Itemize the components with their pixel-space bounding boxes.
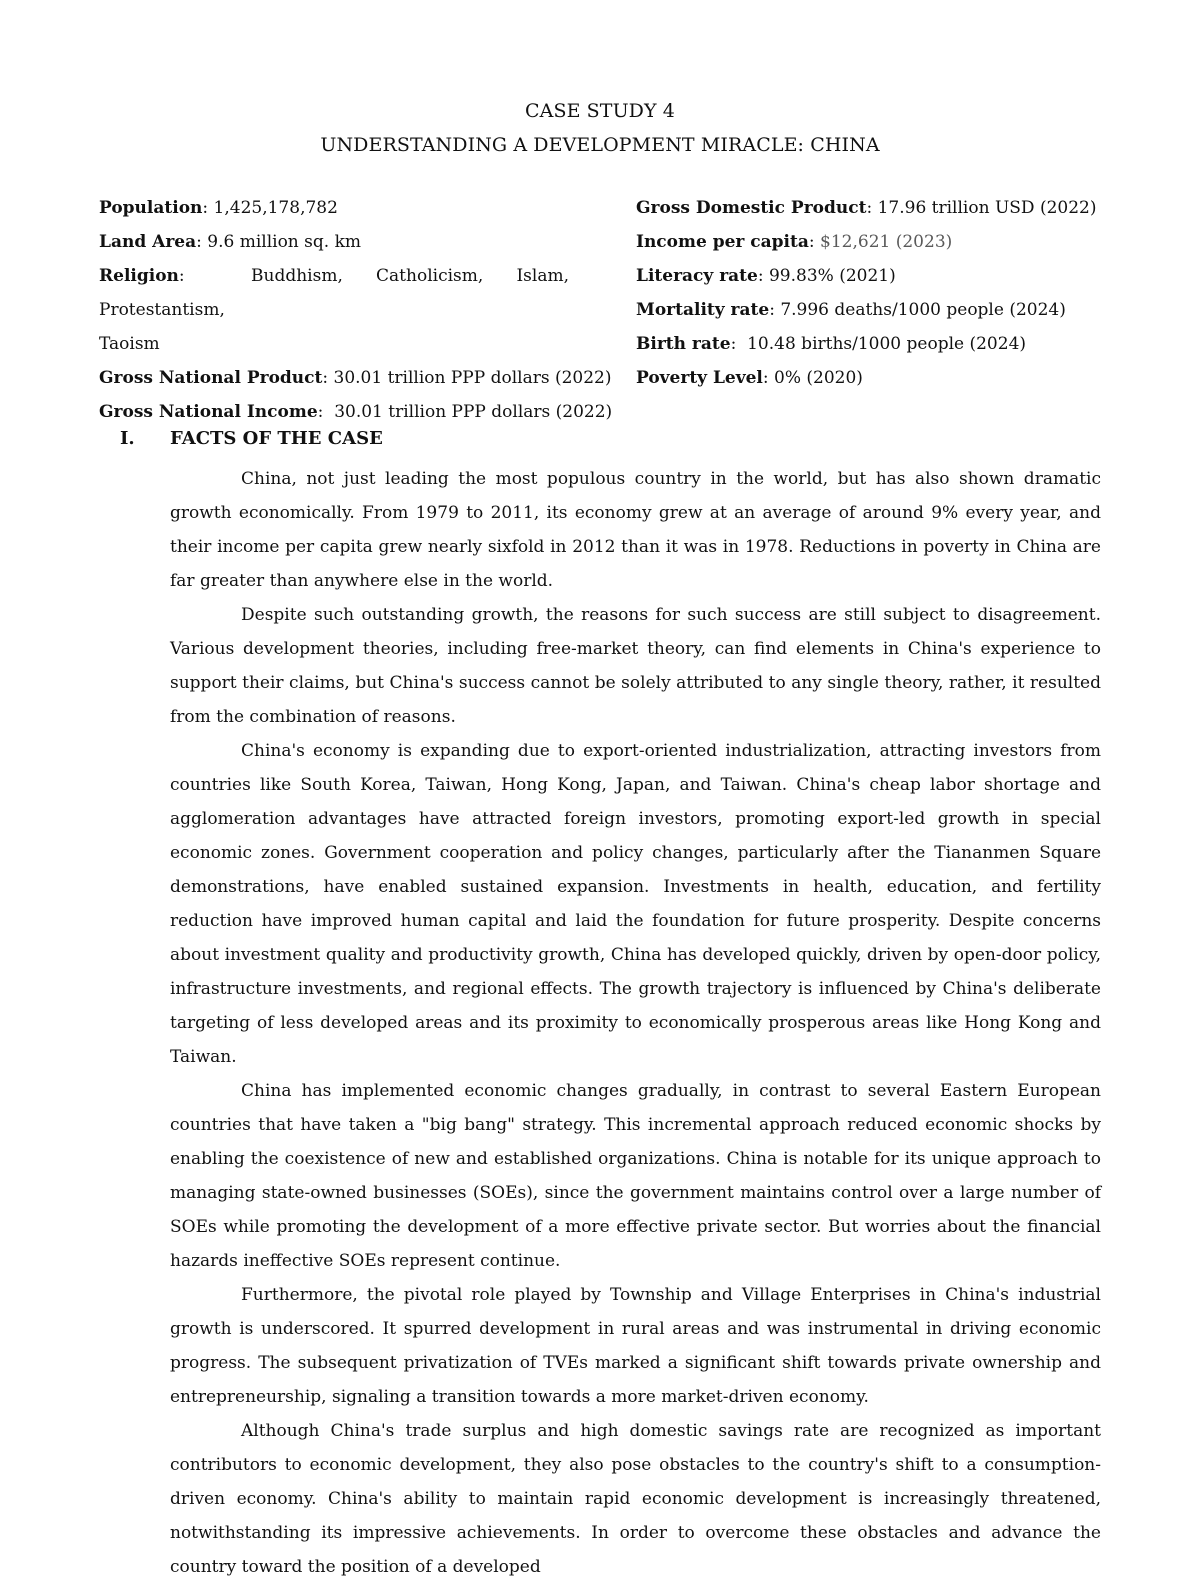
paragraph: Despite such outstanding growth, the reasons for such success are still subject to disagreement. Various development theories, including free-market theory, can find elements in China's experience to support their claims, but China's success cannot be solely attributed to any single theory, rather, it resulted from the combination of reasons. <box>170 605 1101 727</box>
paragraph: China's economy is expanding due to export-oriented industrialization, attracting investors from countries like South Korea, Taiwan, Hong Kong, Japan, and Taiwan. China's cheap labor shortage and agglomeration advantages have attracted foreign investors, promoting export-led growth in special economic zones. Government cooperation and policy changes, particularly after the Tiananmen Square demonstrations, have enabled sustained expansion. Investments in health, education, and fertility reduction have improved human capital and laid the foundation for future prosperity. Despite concerns about investment quality and productivity growth, China has developed quickly, driven by open-door policy, infrastructure investments, and regional effects. The growth trajectory is influenced by China's deliberate targeting of less developed areas and its proximity to economically prosperous areas like Hong Kong and Taiwan. <box>170 741 1101 1067</box>
section-body <box>170 462 1101 1584</box>
fact-land-area: Land Area: 9.6 million sq. km <box>99 232 361 252</box>
fact-label: Literacy rate <box>636 266 758 286</box>
fact-label: Gross Domestic Product <box>636 198 867 218</box>
section-title: FACTS OF THE CASE <box>170 428 383 449</box>
country-facts-right <box>636 191 1106 395</box>
paragraph: Although China's trade surplus and high domestic savings rate are recognized as important contributors to economic development, they also pose obstacles to the country's shift to a consumption-driven economy. China's ability to maintain rapid economic development is increasingly threatened, notwithstanding its impressive achievements. In order to overcome these obstacles and advance the country toward the position of a developed <box>170 1421 1101 1577</box>
fact-label: Gross National Product <box>99 368 323 388</box>
fact-poverty-level: Poverty Level: 0% (2020) <box>636 368 863 388</box>
fact-gross-national-product: Gross National Product: 30.01 trillion PPP dollars (2022) <box>99 368 612 388</box>
fact-value: 99.83% (2021) <box>768 266 896 286</box>
fact-label: Religion <box>99 266 179 286</box>
fact-label: Gross National Income <box>99 402 318 422</box>
fact-value: 10.48 births/1000 people (2024) <box>747 334 1027 354</box>
fact-value: 9.6 million sq. km <box>207 232 361 252</box>
fact-label: Income per capita <box>636 232 809 252</box>
paragraph: China, not just leading the most populous country in the world, but has also shown dramatic growth economically. From 1979 to 2011, its economy grew at an average of around 9% every year, and their income per capita grew nearly sixfold in 2012 than it was in 1978. Reductions in poverty in China are far greater than anywhere else in the world. <box>170 469 1101 591</box>
case-study-number: CASE STUDY 4 <box>525 100 675 122</box>
fact-population: Population: 1,425,178,782 <box>99 198 338 218</box>
fact-value: $12,621 (2023) <box>820 232 953 252</box>
section-number: I. <box>120 428 135 449</box>
fact-value: 7.996 deaths/1000 people (2024) <box>780 300 1066 320</box>
fact-mortality-rate: Mortality rate: 7.996 deaths/1000 people (2024) <box>636 300 1066 320</box>
section-heading <box>120 428 383 449</box>
fact-label: Birth rate <box>636 334 731 354</box>
fact-label: Mortality rate <box>636 300 770 320</box>
fact-value: 30.01 trillion PPP dollars (2022) <box>334 402 613 422</box>
fact-value: Taoism <box>99 334 160 354</box>
fact-gross-national-income: Gross National Income: 30.01 trillion PPP dollars (2022) <box>99 402 613 422</box>
case-study-title: UNDERSTANDING A DEVELOPMENT MIRACLE: CHINA <box>320 134 880 156</box>
fact-value: 1,425,178,782 <box>213 198 338 218</box>
fact-label: Population <box>99 198 203 218</box>
fact-value: 0% (2020) <box>774 368 863 388</box>
fact-value: 30.01 trillion PPP dollars (2022) <box>333 368 612 388</box>
fact-label: Land Area <box>99 232 197 252</box>
fact-religion: Religion: Buddhism, Catholicism, Islam, Protestantism, <box>99 266 569 320</box>
fact-value: 17.96 trillion USD (2022) <box>877 198 1097 218</box>
fact-gross-domestic-product: Gross Domestic Product: 17.96 trillion USD (2022) <box>636 198 1097 218</box>
paragraph: Furthermore, the pivotal role played by Township and Village Enterprises in China's industrial growth is underscored. It spurred development in rural areas and was instrumental in driving economic progress. The subsequent privatization of TVEs marked a significant shift towards private ownership and entrepreneurship, signaling a transition towards a more market-driven economy. <box>170 1285 1101 1407</box>
fact-value: Buddhism, Catholicism, Islam, Protestantism, <box>99 266 569 320</box>
fact-birth-rate: Birth rate: 10.48 births/1000 people (2024) <box>636 334 1027 354</box>
fact-income-per-capita: Income per capita: $12,621 (2023) <box>636 232 953 252</box>
country-facts-left <box>99 191 613 429</box>
fact-literacy-rate: Literacy rate: 99.83% (2021) <box>636 266 896 286</box>
fact-religion-continued <box>99 327 569 361</box>
fact-label: Poverty Level <box>636 368 763 388</box>
paragraph: China has implemented economic changes gradually, in contrast to several Eastern European countries that have taken a "big bang" strategy. This incremental approach reduced economic shocks by enabling the coexistence of new and established organizations. China is notable for its unique approach to managing state-owned businesses (SOEs), since the government maintains control over a large number of SOEs while promoting the development of a more effective private sector. But worries about the financial hazards ineffective SOEs represent continue. <box>170 1081 1101 1271</box>
